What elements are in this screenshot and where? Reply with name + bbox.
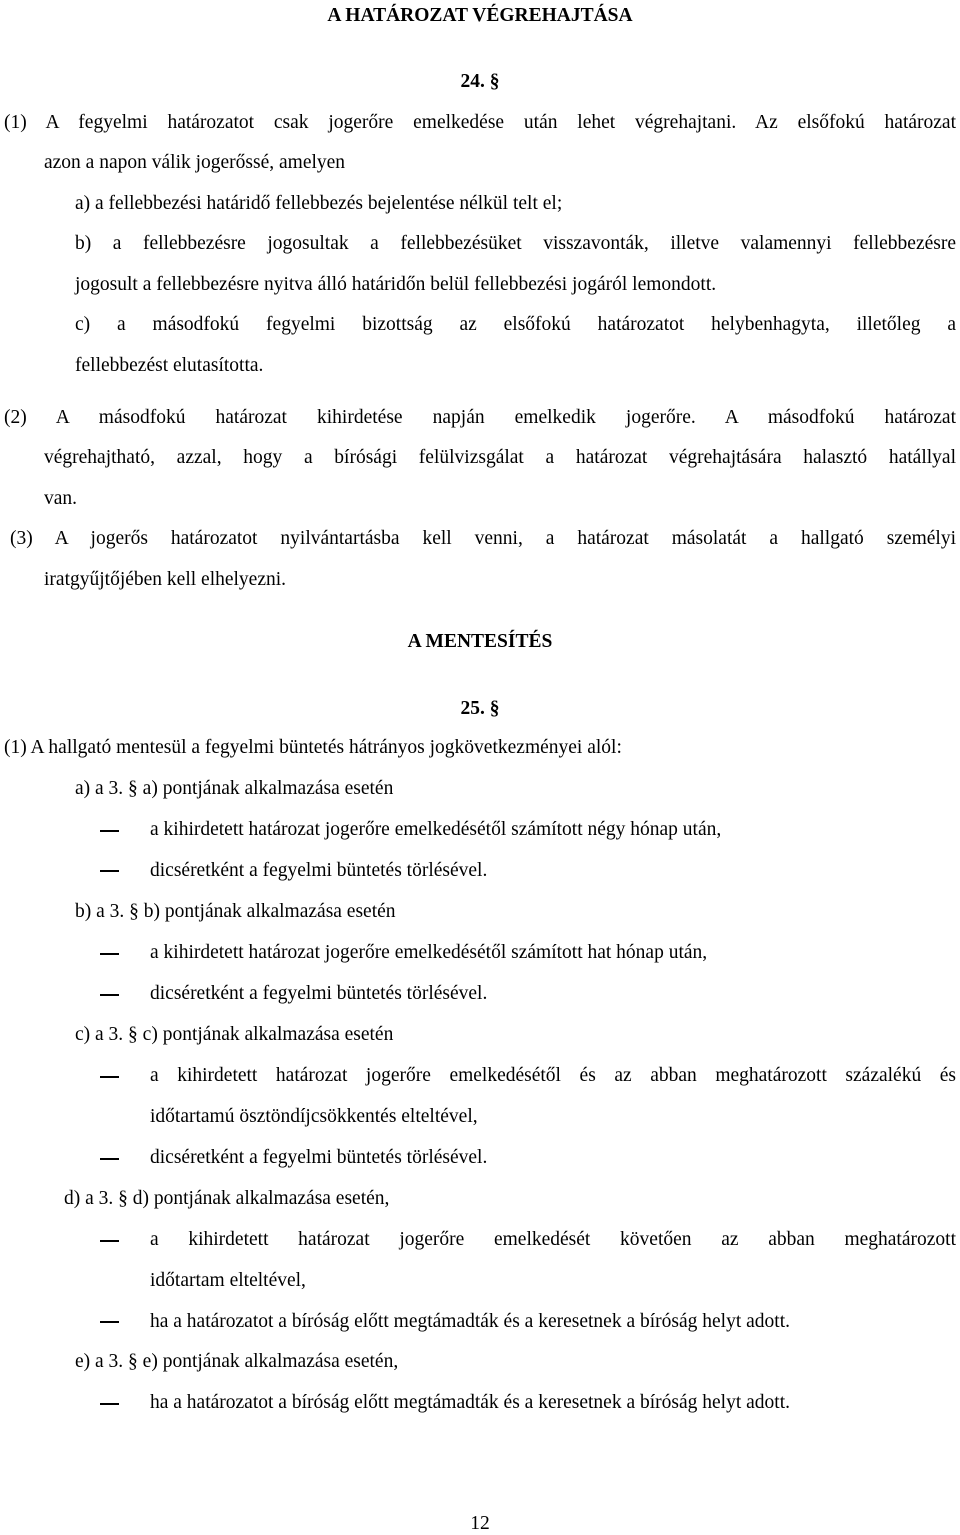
paragraph-number: 25. § [460,698,500,719]
text-line: (3) A jogerős határozatot nyilvántartásba kell venni, a határozat másolatát a hallgató személyi [10,528,956,549]
text-line: azon a napon válik jogerőssé, amelyen [44,152,346,173]
text-line: iratgyűjtőjében kell elhelyezni. [44,569,287,590]
intro-line: (1) A hallgató mentesül a fegyelmi büntetés hátrányos jogkövetkezményei alól: [4,737,622,758]
bullet-text: dicséretként a fegyelmi büntetés törlésével. [150,983,488,1004]
bullet-text: időtartamú ösztöndíjcsökkentés elteltével, [150,1106,478,1127]
text-line: van. [44,488,78,509]
bullet-text: dicséretként a fegyelmi büntetés törlésével. [150,860,488,881]
text-line: fellebbezést elutasította. [75,355,264,376]
section-heading: A MENTESÍTÉS [407,631,553,652]
dash-bullet [100,1403,119,1405]
list-item-label: d) a 3. § d) pontjának alkalmazása esetén, [64,1188,390,1209]
dash-bullet [100,953,119,955]
bullet-text: a kihirdetett határozat jogerőre emelkedésétől számított négy hónap után, [150,819,722,840]
text-line: (1) A fegyelmi határozatot csak jogerőre emelkedése után lehet végrehajtani. Az elsőfokú határozat [4,112,956,133]
paragraph-number: 24. § [460,71,500,92]
text-line: végrehajtható, azzal, hogy a bírósági felülvizsgálat a határozat végrehajtására halasztó hatállyal [44,447,956,468]
dash-bullet [100,830,119,832]
dash-bullet [100,1158,119,1160]
bullet-text: ha a határozatot a bíróság előtt megtámadták és a keresetnek a bíróság helyt adott. [150,1311,790,1332]
bullet-text: dicséretként a fegyelmi büntetés törlésével. [150,1147,488,1168]
dash-bullet [100,1076,119,1078]
list-item-label: b) a 3. § b) pontjának alkalmazása esetén [75,901,396,922]
page-number: 12 [470,1513,490,1534]
text-line: c) a másodfokú fegyelmi bizottság az elsőfokú határozatot helybenhagyta, illetőleg a [75,314,956,335]
bullet-text: a kihirdetett határozat jogerőre emelkedését követően az abban meghatározott [150,1229,956,1250]
text-line: jogosult a fellebbezésre nyitva álló határidőn belül fellebbezési jogáról lemondott. [75,274,717,295]
list-item-label: a) a 3. § a) pontjának alkalmazása esetén [75,778,394,799]
bullet-text: ha a határozatot a bíróság előtt megtámadták és a keresetnek a bíróság helyt adott. [150,1392,790,1413]
list-item-label: c) a 3. § c) pontjának alkalmazása esetén [75,1024,394,1045]
bullet-text: időtartam elteltével, [150,1270,306,1291]
dash-bullet [100,994,119,996]
text-line: a) a fellebbezési határidő fellebbezés bejelentése nélkül telt el; [75,193,563,214]
text-line: (2) A másodfokú határozat kihirdetése napján emelkedik jogerőre. A másodfokú határozat [4,407,956,428]
text-line: b) a fellebbezésre jogosultak a fellebbezésüket visszavonták, illetve valamennyi fellebbezésre [75,233,956,254]
bullet-text: a kihirdetett határozat jogerőre emelkedésétől és az abban meghatározott százalékú és [150,1065,956,1086]
dash-bullet [100,870,119,872]
bullet-text: a kihirdetett határozat jogerőre emelkedésétől számított hat hónap után, [150,942,708,963]
list-item-label: e) a 3. § e) pontjának alkalmazása esetén, [75,1351,399,1372]
section-heading: A HATÁROZAT VÉGREHAJTÁSA [327,5,633,26]
dash-bullet [100,1240,119,1242]
dash-bullet [100,1321,119,1323]
